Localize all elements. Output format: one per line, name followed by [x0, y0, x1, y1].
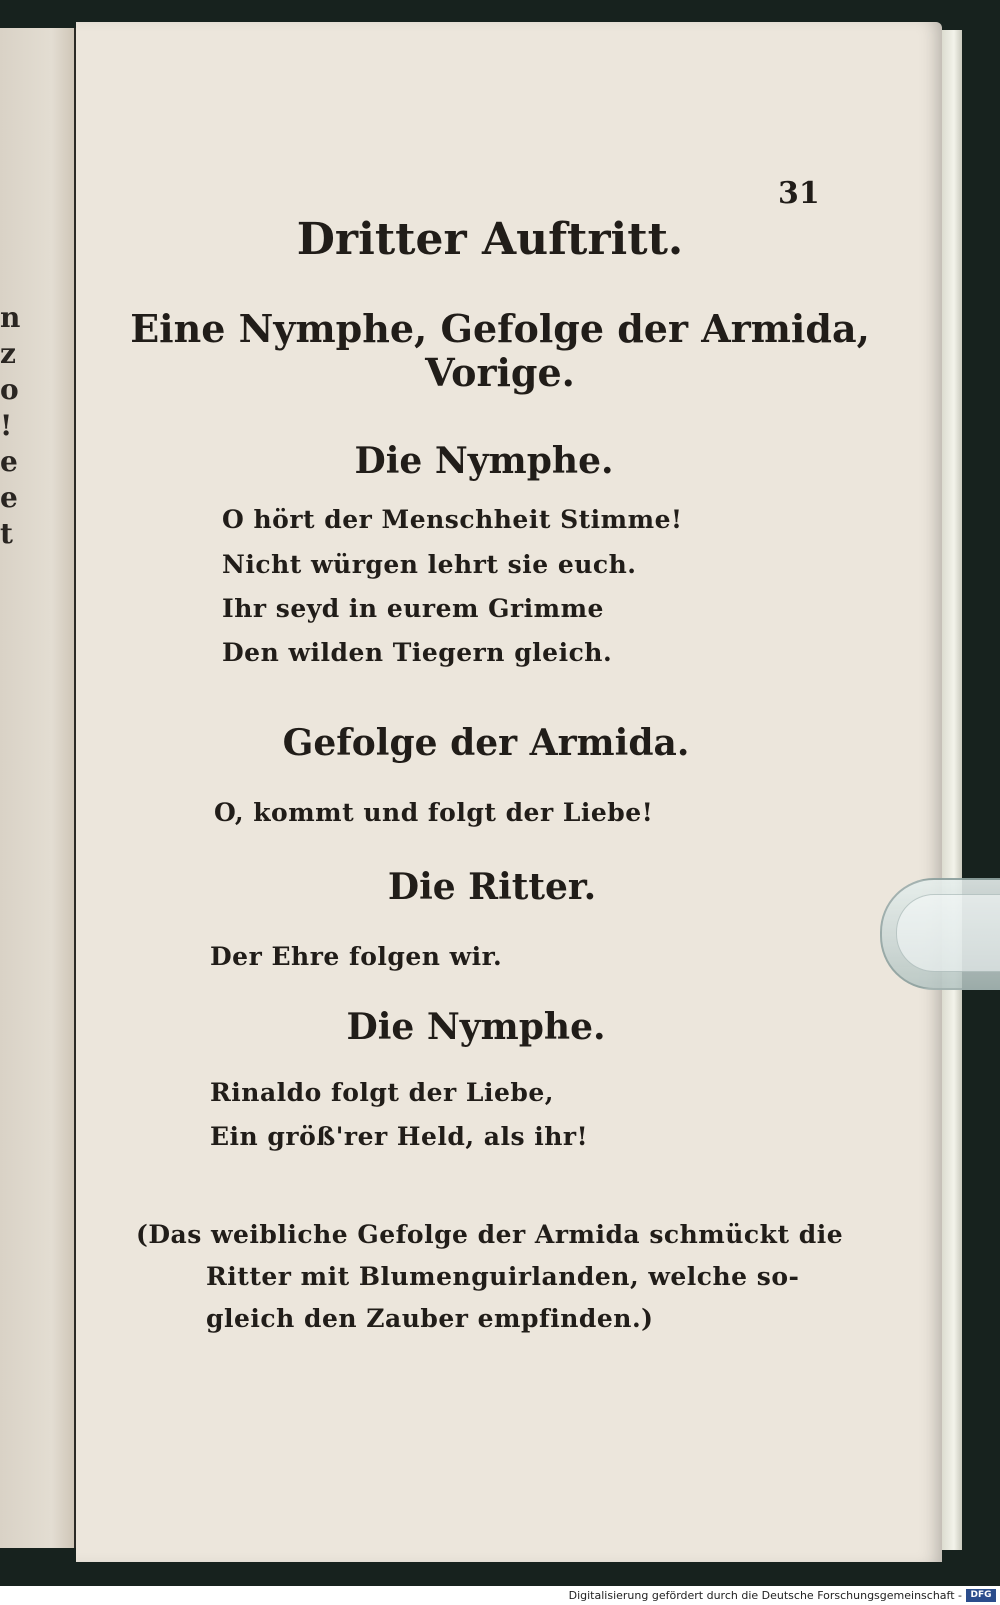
facing-fragment: n [0, 301, 21, 334]
verse-line: O, kommt und folgt der Liebe! [214, 798, 654, 827]
verse-line: Der Ehre folgen wir. [210, 942, 503, 971]
stage-direction-line: (Das weibliche Gefolge der Armida schmückt die [136, 1220, 844, 1249]
verse-line: Den wilden Tiegern gleich. [222, 638, 613, 667]
stage-direction-line: gleich den Zauber empfinden.) [206, 1304, 654, 1333]
facing-fragment: t [0, 517, 13, 550]
cast-line: Eine Nymphe, Gefolge der Armida, [130, 306, 870, 351]
facing-fragment: o [0, 373, 19, 406]
stage-direction-line: Ritter mit Blumenguirlanden, welche so- [206, 1262, 800, 1291]
speaker-heading: Die Ritter. [387, 866, 597, 908]
facing-fragment: ! [0, 409, 13, 442]
verse-line: Nicht würgen lehrt sie euch. [222, 550, 637, 579]
cast-line: Vorige. [425, 350, 575, 395]
speaker-heading: Gefolge der Armida. [282, 722, 690, 764]
dfg-logo: DFG [966, 1589, 996, 1602]
funding-notice: Digitalisierung gefördert durch die Deutsche Forschungsgemeinschaft - [568, 1589, 962, 1602]
verse-line: Ein größ'rer Held, als ihr! [210, 1122, 589, 1151]
page-number: 31 [778, 176, 820, 211]
verse-line: O hört der Menschheit Stimme! [222, 505, 683, 534]
speaker-heading: Die Nymphe. [346, 1006, 606, 1048]
speaker-heading: Die Nymphe. [354, 440, 614, 482]
facing-fragment: z [0, 337, 16, 370]
verse-line: Rinaldo folgt der Liebe, [210, 1078, 554, 1107]
facing-fragment: e [0, 481, 18, 514]
scene-title-text: Dritter Auftritt. [296, 214, 684, 265]
verse-line: Ihr seyd in eurem Grimme [222, 594, 604, 623]
scene-title [0, 214, 1000, 265]
facing-fragment: e [0, 445, 18, 478]
